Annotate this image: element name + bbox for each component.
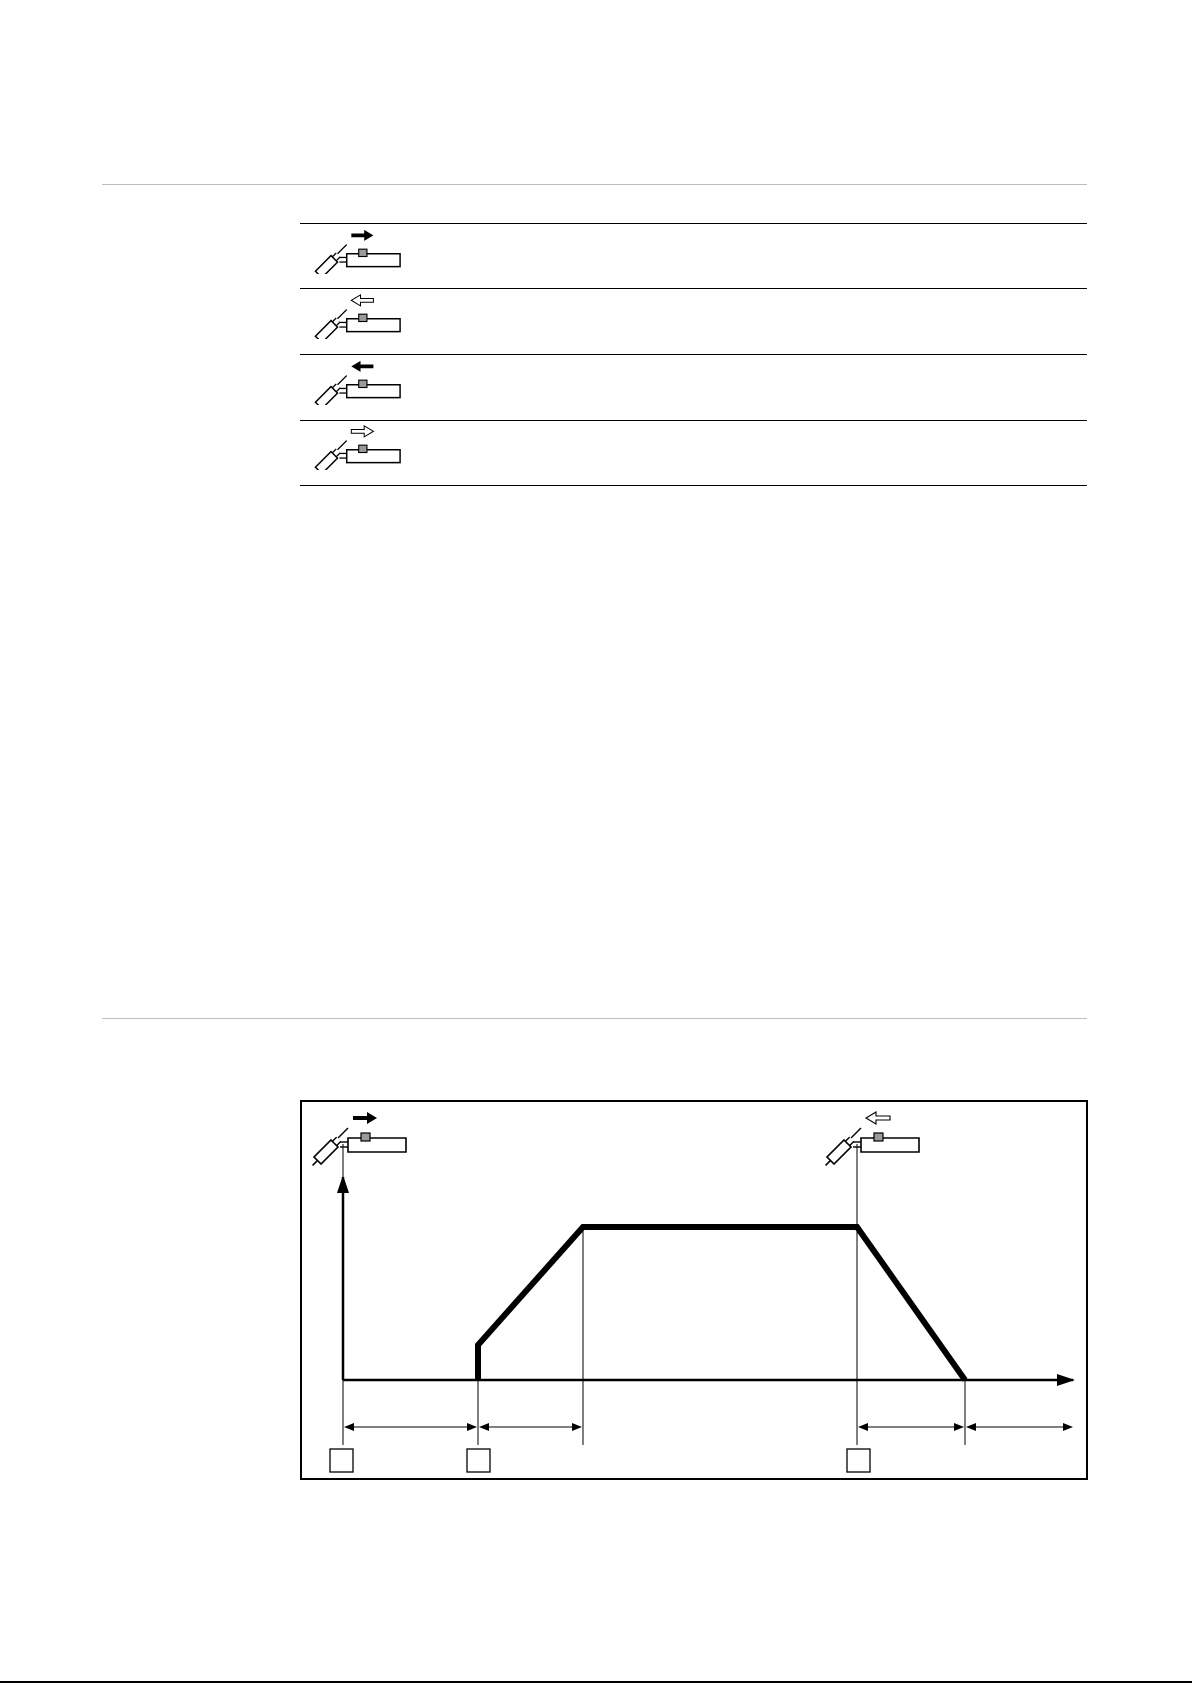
current-profile-line: [478, 1227, 965, 1380]
phase-box-1: [330, 1449, 353, 1472]
diagram-start-torch-icon: [309, 1112, 406, 1169]
phase-box-3: [847, 1449, 870, 1472]
phase-box-2: [467, 1449, 490, 1472]
diagram-end-torch-icon: [822, 1112, 919, 1169]
diagram-frame: [301, 1101, 1087, 1479]
page-footer-rule: [0, 1681, 1192, 1683]
